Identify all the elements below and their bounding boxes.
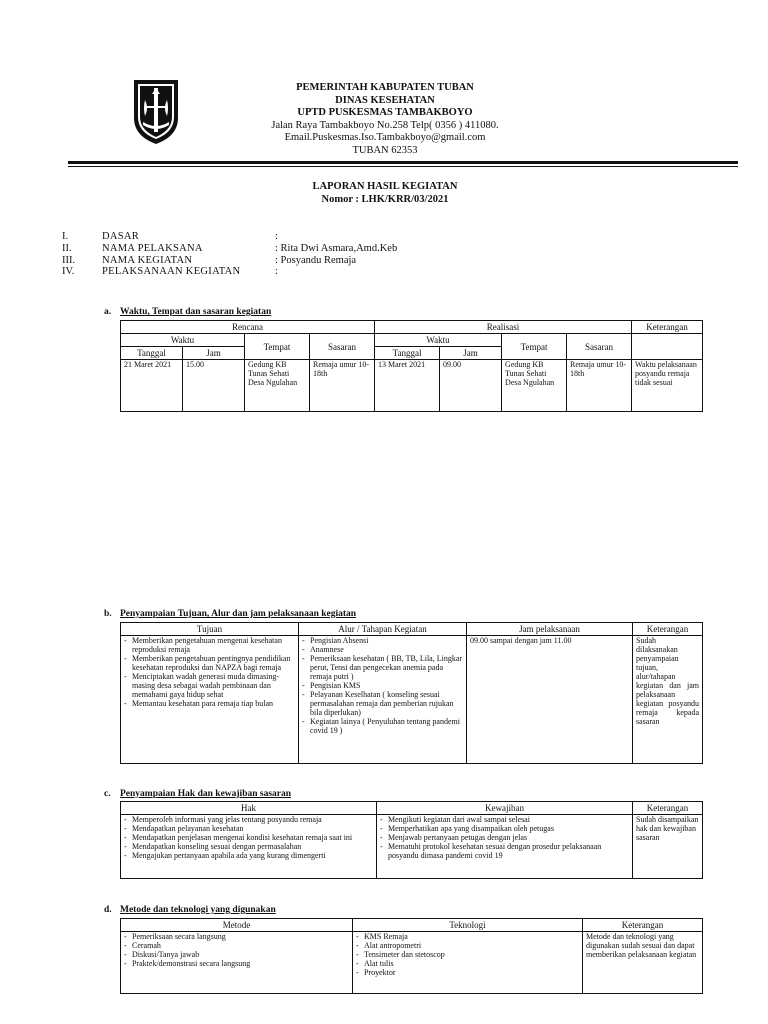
list-item: - Mengikuti kegiatan dari awal sampai selesai [380,815,629,824]
metode-cell [121,932,353,994]
info-value: : [275,231,278,242]
methods-table [120,918,703,994]
header-keterangan-empty [632,334,703,360]
section-letter: a. [104,307,112,317]
list-item: - Kegiatan lainya ( Penyuluhan tentang pandemi covid 19 ) [302,717,463,735]
header-jam-pelaksanaan: Jam pelaksanaan [467,623,633,636]
info-value: : Rita Dwi Asmara,Amd.Keb [275,242,398,254]
list-item: - Memperoleh informasi yang jelas tentang posyandu remaja [124,815,373,824]
info-number: III. [62,254,76,266]
report-number: Nomor : LHK/KRR/03/2021 [321,193,449,205]
header-keterangan: Keterangan [633,623,703,636]
rights-obligations-table [120,801,703,879]
list-item: - Memberikan pengetahuan pentingnya pendidikan kesehatan reproduksi dan NAPZA bagi remaja [124,654,295,672]
list-item: - Praktek/demonstrasi secara langsung [124,959,349,968]
info-label: DASAR [102,231,140,242]
list-item: - Memberikan pengetahuan mengenai kesehatan reproduksi remaja [124,636,295,654]
header-jam-realisasi: Jam [440,347,502,360]
info-number: I. [62,231,69,242]
rencana-jam: 15.00 [183,360,245,412]
list-item: - Proyektor [356,968,579,977]
list-item: - Pemeriksaan secara langsung [124,932,349,941]
list-item: - Menjawab pertanyaan petugas dengan jelas [380,833,629,842]
info-number: IV. [62,266,75,278]
header-rencana: Rencana [121,321,375,334]
section-a-heading [104,307,271,317]
section-letter: d. [104,905,112,915]
list-item: - Mendapatkan pelayanan kesehatan [124,824,373,833]
letterhead-address: Jalan Raya Tambakboyo No.258 Telp( 0356 ) 411080. [271,119,499,131]
info-label: PELAKSANAAN KEGIATAN [102,266,241,278]
alur-list [302,636,463,735]
list-item: - Ceramah [124,941,349,950]
report-title: LAPORAN HASIL KEGIATAN [312,181,458,192]
info-label: NAMA KEGIATAN [102,254,193,266]
header-keterangan: Keterangan [633,802,703,815]
header-kewajiban: Kewajiban [377,802,633,815]
list-item: - Diskusi/Tanya jawab [124,950,349,959]
regency-emblem-logo [131,78,181,146]
tujuan-list [124,636,295,708]
kewajiban-list [380,815,629,860]
objectives-keterangan: Sudah dilaksanakan penyampaian tujuan, alur/tahapan kegiatan dan jam pelaksanaan kegiatan posyandu remaja kepada sasaran [633,636,703,764]
list-item: - Pengisian KMS [302,681,463,690]
header-keterangan: Keterangan [632,321,703,334]
section-letter: c. [104,789,111,799]
letterhead-divider-thick [68,161,738,164]
realisasi-tanggal: 13 Maret 2021 [375,360,440,412]
realisasi-sasaran: Remaja umur 10-18th [567,360,632,412]
metode-list [124,932,349,968]
objectives-table [120,622,703,764]
header-metode: Metode [121,919,353,932]
list-item: - Pemeriksaan kesehatan ( BB, TB, Lila, Lingkar perut, Tensi dan pengecekan anemia pada remaja putri ) [302,654,463,681]
realisasi-jam: 09.00 [440,360,502,412]
report-title-block [200,181,570,206]
hak-list [124,815,373,860]
header-alur: Alur / Tahapan Kegiatan [299,623,467,636]
header-tempat-rencana: Tempat [245,334,310,360]
section-title: Penyampaian Tujuan, Alur dan jam pelaksanaan kegiatan [120,609,357,619]
rencana-tempat: Gedung KB Tunas Sehati Desa Ngulahan [245,360,310,412]
list-item: - Memantau kesehatan para remaja tiap bulan [124,699,295,708]
list-item: - Mendapatkan konseling sesuai dengan permasalahan [124,842,373,851]
header-sasaran-rencana: Sasaran [310,334,375,360]
tujuan-cell [121,636,299,764]
header-jam-rencana: Jam [183,347,245,360]
rencana-sasaran: Remaja umur 10-18th [310,360,375,412]
header-tanggal-rencana: Tanggal [121,347,183,360]
info-value: : [275,266,278,278]
letterhead-email: Email.Puskesmas.Iso.Tambakboyo@gmail.com [284,132,486,143]
header-waktu-realisasi: Waktu [375,334,502,347]
info-value: : Posyandu Remaja [275,254,357,266]
list-item: - Tensimeter dan stetoscop [356,950,579,959]
list-item: - Memperhatikan apa yang disampaikan oleh petugas [380,824,629,833]
methods-keterangan: Metode dan teknologi yang digunakan sudah sesuai dan dapat memberikan pelaksanaan kegiatan [583,932,703,994]
header-waktu-rencana: Waktu [121,334,245,347]
section-b-heading [104,609,356,619]
letterhead-city: TUBAN 62353 [352,144,418,156]
letterhead-unit: UPTD PUSKESMAS TAMBAKBOYO [297,107,473,118]
list-item: - Mengajukan pertanyaan apabila ada yang kurang dimengerti [124,851,373,860]
list-item: - Anamnese [302,645,463,654]
header-hak: Hak [121,802,377,815]
header-sasaran-realisasi: Sasaran [567,334,632,360]
header-realisasi: Realisasi [375,321,632,334]
kewajiban-cell [377,815,633,879]
list-item: - Alat tulis [356,959,579,968]
section-c-heading [104,789,291,799]
realisasi-tempat: Gedung KB Tunas Sehati Desa Ngulahan [502,360,567,412]
header-keterangan: Keterangan [583,919,703,932]
header-tanggal-realisasi: Tanggal [375,347,440,360]
info-number: II. [62,242,72,254]
rencana-tanggal: 21 Maret 2021 [121,360,183,412]
rights-keterangan: Sudah disampaikan hak dan kewajiban sasaran [633,815,703,879]
letterhead-department: DINAS KESEHATAN [335,94,435,106]
letterhead [230,82,540,157]
list-item: - Alat antropometri [356,941,579,950]
section-d-heading [104,905,276,915]
list-item: - Menciptakan wadah generasi muda dimasing-masing desa sebagai wadah pembinaan dan memahami gaya hidup sehat [124,672,295,699]
list-item: - Pelayanan Keselhatan ( konseling sesuai permasalahan remaja dan pemberian rujukan bila diperlukan) [302,690,463,717]
section-letter: b. [104,609,112,619]
header-teknologi: Teknologi [353,919,583,932]
list-item: - Pengisian Absensi [302,636,463,645]
header-tujuan: Tujuan [121,623,299,636]
teknologi-cell [353,932,583,994]
teknologi-list [356,932,579,977]
list-item: - KMS Remaja [356,932,579,941]
alur-cell [299,636,467,764]
list-item: - Mematuhi protokol kesehatan sesuai dengan prosedur pelaksanaan posyandu dimasa pandemi covid 19 [380,842,629,860]
section-title: Metode dan teknologi yang digunakan [120,905,276,915]
schedule-table [120,320,703,412]
info-label: NAMA PELAKSANA [102,242,203,254]
header-tempat-realisasi: Tempat [502,334,567,360]
list-item: - Mendapatkan penjelasan mengenai kondisi kesehatan remaja saat ini [124,833,373,842]
letterhead-government: PEMERINTAH KABUPATEN TUBAN [296,82,474,93]
schedule-keterangan: Waktu pelaksanaan posyandu remaja tidak sesuai [632,360,703,412]
hak-cell [121,815,377,879]
section-title: Penyampaian Hak dan kewajiban sasaran [120,789,292,799]
letterhead-divider-thin [68,166,738,167]
jam-pelaksanaan-cell: 09.00 sampai dengan jam 11.00 [467,636,633,764]
section-title: Waktu, Tempat dan sasaran kegiatan [120,307,272,317]
